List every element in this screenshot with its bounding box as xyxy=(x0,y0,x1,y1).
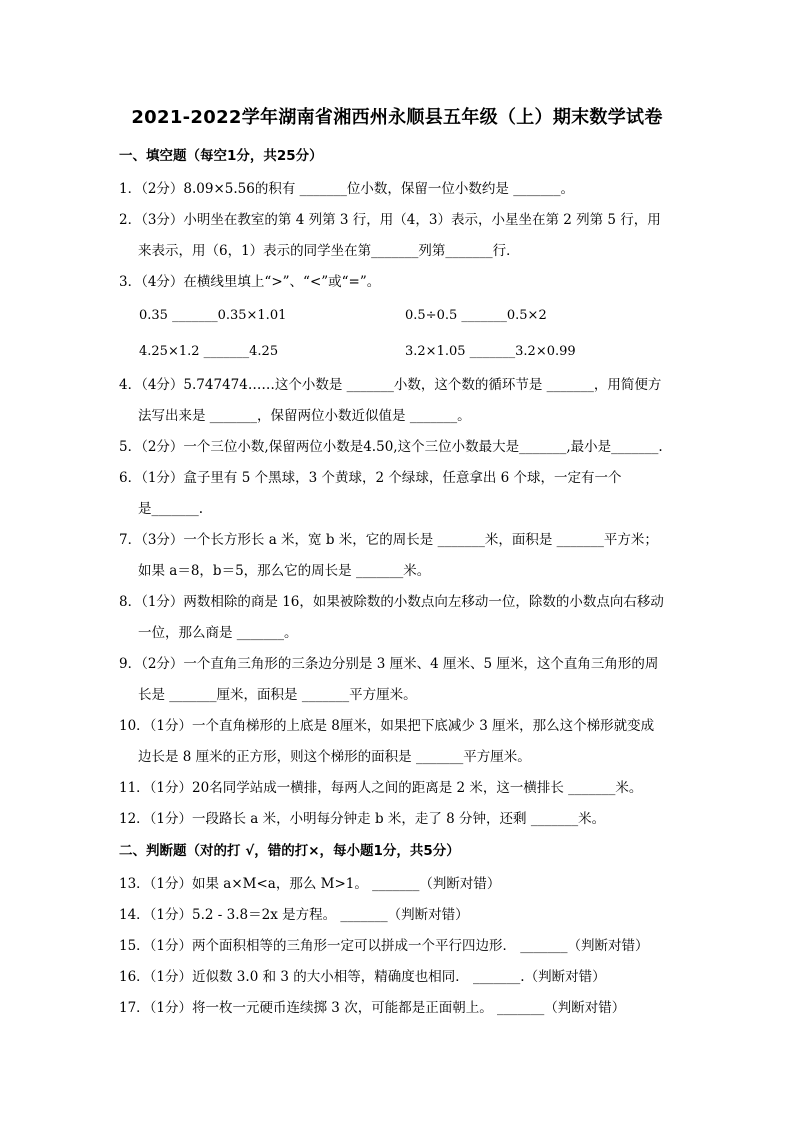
compare-item: 3.2×1.05 _______3.2×0.99 xyxy=(405,344,576,359)
exam-content xyxy=(119,144,677,1024)
question-6 xyxy=(119,463,677,525)
question-14 xyxy=(119,900,677,931)
question-1 xyxy=(119,174,677,205)
compare-row-1 xyxy=(119,298,677,334)
question-line: 16．（1分）近似数 3.0 和 3 的大小相等，精确度也相同． _______.（判断对错） xyxy=(119,969,606,985)
question-7 xyxy=(119,525,677,587)
question-line: 5．（2分）一个三位小数,保留两位小数是4.50,这个三位小数最大是_______,最小是_______. xyxy=(119,439,663,455)
question-line: 4．（4分）5.747474……这个小数是 _______小数，这个数的循环节是 _______，用简便方 xyxy=(119,377,662,393)
question-line: 2．（3分）小明坐在教室的第 4 列第 3 行，用（4，3）表示，小星坐在第 2 列第 5 行，用 xyxy=(119,212,661,228)
question-17 xyxy=(119,993,677,1024)
compare-item: 0.35 _______0.35×1.01 xyxy=(139,308,287,323)
question-line: 3．（4分）在横线里填上“>”、“<”或“=”。 xyxy=(119,274,381,290)
question-line: 17．（1分）将一枚一元硬币连续掷 3 次，可能都是正面朝上。 _______（判断对错） xyxy=(119,1000,626,1016)
question-15 xyxy=(119,931,677,962)
question-line: 8．（1分）两数相除的商是 16，如果被除数的小数点向左移动一位，除数的小数点向右移动 xyxy=(119,594,664,610)
question-line: 13．（1分）如果 a×M<a，那么 M>1。 _______（判断对错） xyxy=(119,876,501,892)
question-9 xyxy=(119,649,677,711)
question-3 xyxy=(119,267,677,298)
question-line: 7．（3分）一个长方形长 a 米，宽 b 米，它的周长是 _______米，面积是 _______平方米； xyxy=(119,532,658,548)
question-line: 是_______. xyxy=(138,501,204,517)
exam-title: 2021-2022学年湖南省湘西州永顺县五年级（上）期末数学试卷 xyxy=(131,107,663,128)
question-line: 来表示，用（6，1）表示的同学坐在第_______列第_______行． xyxy=(138,243,520,259)
question-line: 长是 _______厘米，面积是 _______平方厘米。 xyxy=(138,687,417,703)
compare-item: 4.25×1.2 _______4.25 xyxy=(139,344,279,359)
question-13 xyxy=(119,869,677,900)
question-5 xyxy=(119,432,677,463)
compare-row-2 xyxy=(119,334,677,370)
question-2 xyxy=(119,205,677,267)
question-11 xyxy=(119,773,677,804)
question-16 xyxy=(119,962,677,993)
question-line: 边长是 8 厘米的正方形，则这个梯形的面积是 _______平方厘米。 xyxy=(138,749,531,765)
question-line: 法写出来是 _______，保留两位小数近似值是 _______。 xyxy=(138,408,471,424)
question-line: 9．（2分）一个直角三角形的三条边分别是 3 厘米、4 厘米、5 厘米，这个直角三角形的周 xyxy=(119,656,659,672)
question-line: 11．（1分）20名同学站成一横排，每两人之间的距离是 2 米，这一横排长 _______米。 xyxy=(119,780,643,796)
question-line: 如果 a＝8，b＝5，那么它的周长是 _______米。 xyxy=(138,563,431,579)
question-line: 1．（2分）8.09×5.56的积有 _______位小数，保留一位小数约是 _______。 xyxy=(119,181,574,197)
question-line: 一位，那么商是 _______。 xyxy=(138,625,298,641)
question-line: 10．（1分）一个直角梯形的上底是 8厘米，如果把下底减少 3 厘米，那么这个梯形就变成 xyxy=(119,718,655,734)
question-line: 6．（1分）盒子里有 5 个黑球，3 个黄球，2 个绿球，任意拿出 6 个球，一定有一个 xyxy=(119,470,622,486)
question-12 xyxy=(119,804,677,835)
question-10 xyxy=(119,711,677,773)
question-line: 12．（1分）一段路长 a 米，小明每分钟走 b 米，走了 8 分钟，还剩 _______米。 xyxy=(119,811,606,827)
question-4 xyxy=(119,370,677,432)
question-line: 14．（1分）5.2 - 3.8＝2x 是方程。 _______（判断对错） xyxy=(119,907,469,923)
section-heading-fill-blank: 一、填空题（每空1分，共25分） xyxy=(119,148,323,164)
compare-item: 0.5÷0.5 _______0.5×2 xyxy=(405,308,547,323)
section-heading-true-false: 二、判断题（对的打 √，错的打×，每小题1分，共5分） xyxy=(119,843,460,859)
question-line: 15．（1分）两个面积相等的三角形一定可以拼成一个平行四边形． _______（判断对错） xyxy=(119,938,649,954)
question-8 xyxy=(119,587,677,649)
